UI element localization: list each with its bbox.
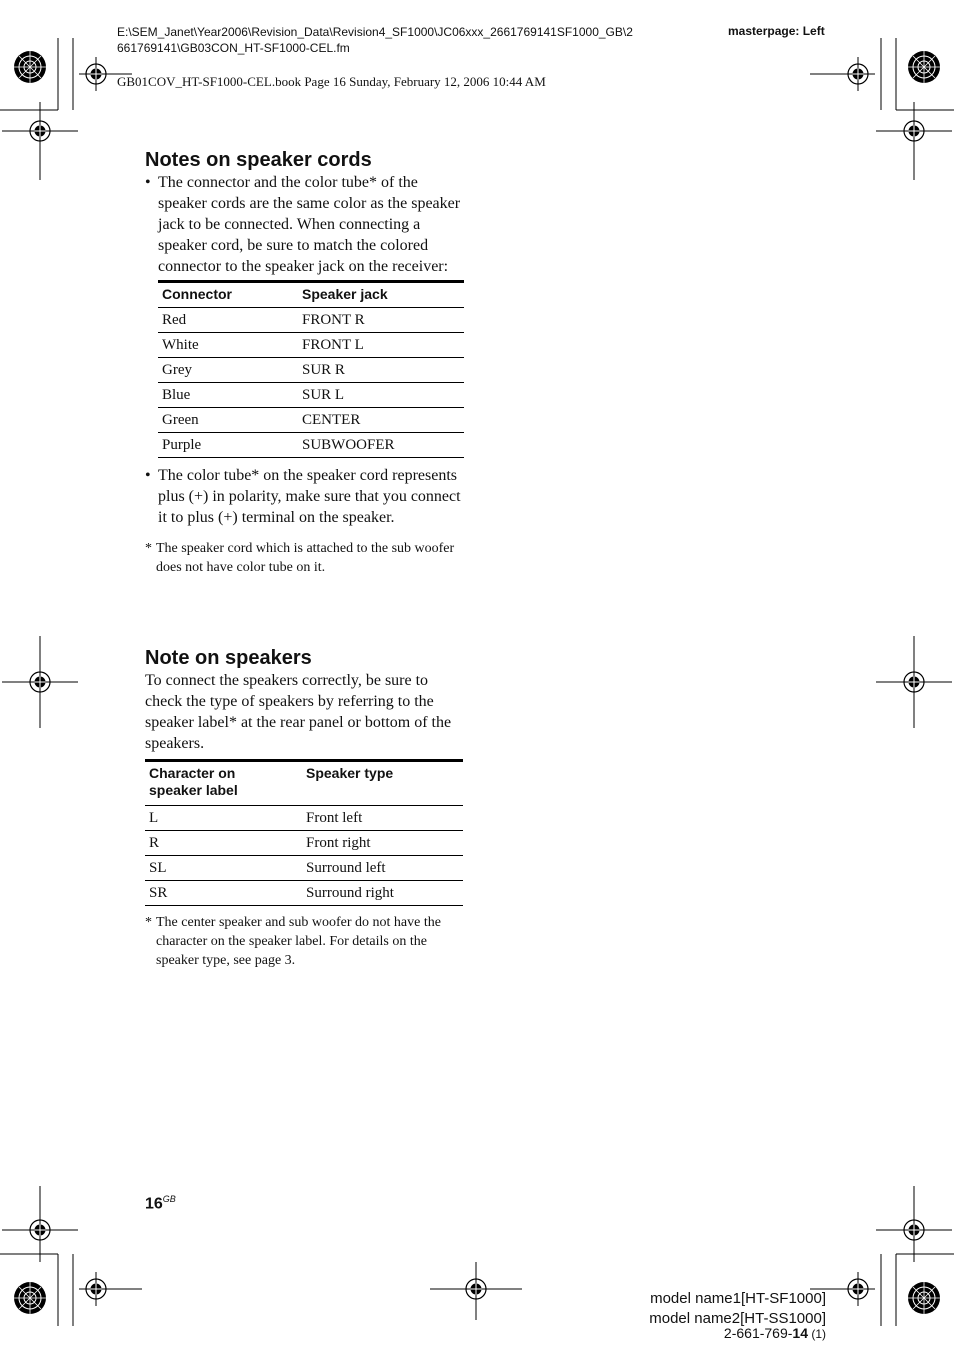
speaker-label-table [145,759,463,906]
part-number [724,1325,826,1341]
table-row [158,383,464,408]
connector-table-header [158,282,464,308]
footnote-speakers [145,913,465,970]
bullet-connector-color [145,172,465,277]
section-title-speaker-cords: Notes on speaker cords [145,149,372,171]
header-character-line-2: speaker label [149,782,238,798]
file-path-line-1: E:\SEM_Janet\Year2006\Revision_Data\Revision4_SF1000\JC06xxx_2661769141SF1000_GB\2 [117,25,633,39]
bullet-connector-color-text: The connector and the color tube* of the speaker cords are the same color as the speaker jack to be connected. When connecting a speaker cord, be sure to match the colored connector to the speaker jack on the receiver: [158,174,461,275]
connector-cell: Grey [158,358,298,383]
table-row [158,333,464,358]
header-character-on-label [145,761,302,806]
connector-cell: White [158,333,298,358]
character-cell: SR [145,881,302,906]
section-title-speakers: Note on speakers [145,647,312,669]
jack-cell: FRONT R [298,308,464,333]
type-cell: Front left [302,806,463,831]
file-path [117,24,633,56]
type-cell: Front right [302,831,463,856]
table-row [158,308,464,333]
character-cell: L [145,806,302,831]
model-name-1: model name1[HT-SF1000] [650,1290,826,1307]
model-name-2: model name2[HT-SS1000] [649,1310,826,1327]
connector-table-wrap [158,280,464,458]
jack-cell: SUR R [298,358,464,383]
footnote-star: * [145,541,152,556]
header-speaker-jack: Speaker jack [298,282,464,308]
character-cell: SL [145,856,302,881]
type-cell: Surround right [302,881,463,906]
speaker-label-table-wrap [145,759,463,906]
part-number-bold: 14 [792,1325,808,1341]
table-row [145,881,463,906]
footnote-cords-text: The speaker cord which is attached to the sub woofer does not have color tube on it. [156,541,455,575]
masterpage-label: masterpage: Left [728,24,825,38]
header-character-line-1: Character on [149,765,236,781]
connector-cell: Purple [158,433,298,458]
footnote-cords [145,539,465,577]
table-row [145,856,463,881]
part-number-prefix: 2-661-769- [723,1325,793,1341]
speakers-intro-text: To connect the speakers correctly, be sure to check the type of speakers by referring to the speaker label* at the rear panel or bottom of the speakers. [145,672,452,752]
page-number-suffix: GB [162,1194,176,1204]
jack-cell: FRONT L [298,333,464,358]
section-speakers [145,646,465,970]
table-row [158,358,464,383]
character-cell: R [145,831,302,856]
connector-cell: Red [158,308,298,333]
header-connector: Connector [158,282,298,308]
table-row [145,831,463,856]
table-row [158,408,464,433]
jack-cell: SUBWOOFER [298,433,464,458]
section-speaker-cords [145,148,465,577]
connector-cell: Blue [158,383,298,408]
book-info-line: GB01COV_HT-SF1000-CEL.book Page 16 Sunday, February 12, 2006 10:44 AM [117,74,546,89]
connector-table [158,280,464,458]
type-cell: Surround left [302,856,463,881]
table-row [145,806,463,831]
header-speaker-type: Speaker type [302,761,463,806]
bullet-color-tube-polarity [145,465,465,528]
speaker-label-table-header [145,761,463,806]
page-number [145,1194,176,1213]
jack-cell: SUR L [298,383,464,408]
bullet-color-tube-text: The color tube* on the speaker cord represents plus (+) in polarity, make sure that you connect it to plus (+) terminal on the speaker. [158,467,461,526]
page-number-value: 16 [145,1195,163,1213]
part-number-suffix: (1) [808,1327,826,1341]
footnote-star: * [145,915,152,930]
footnote-speakers-text: The center speaker and sub woofer do not have the character on the speaker label. For details on the speaker type, see page 3. [156,915,441,968]
file-path-line-2: 661769141\GB03CON_HT-SF1000-CEL.fm [117,41,350,55]
connector-cell: Green [158,408,298,433]
jack-cell: CENTER [298,408,464,433]
table-row [158,433,464,458]
